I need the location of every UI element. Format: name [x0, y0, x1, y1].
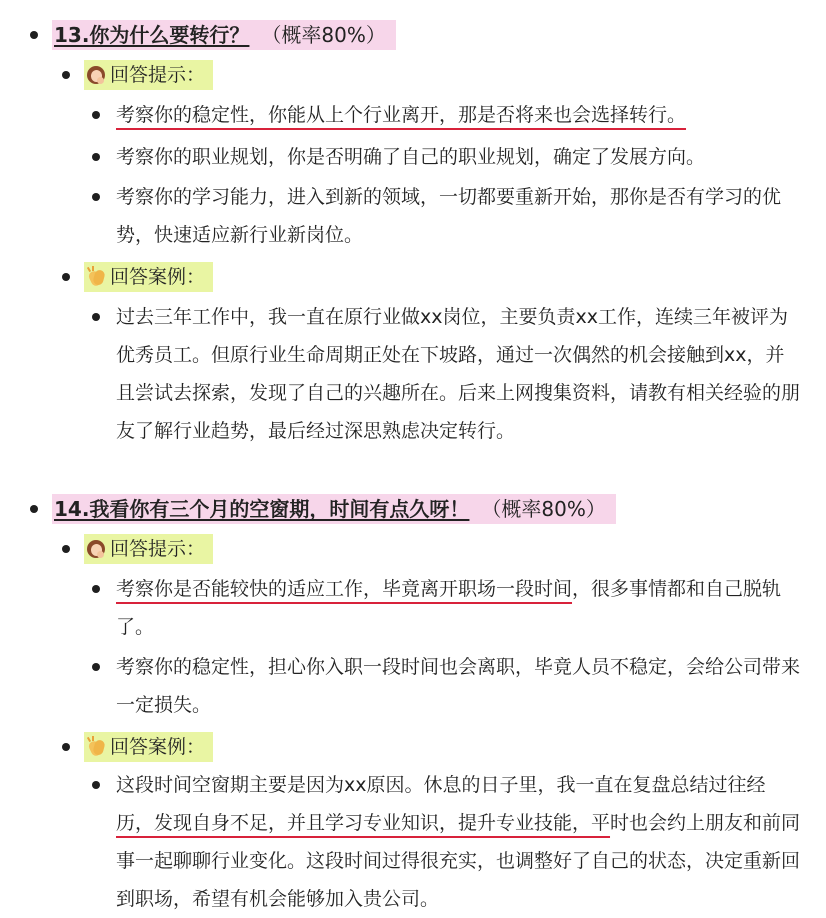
plain-text: 考察你的学习能力，进入到新的领域，一切都要重新开始，那你是否有学习的优势，快速适应新行业新岗位。 [116, 186, 782, 246]
question-title-bar [52, 494, 616, 524]
bullet-dot [92, 193, 100, 201]
list-item [92, 138, 802, 176]
hint-heading-14 [62, 534, 213, 564]
hint-heading-13 [62, 60, 213, 90]
list-item [92, 766, 802, 918]
probability-label: （概率80%） [261, 23, 386, 47]
example-label: 回答案例： [110, 266, 206, 288]
hint-label-bar [84, 60, 213, 90]
clapping-hands-icon [86, 737, 106, 757]
example-heading-14 [62, 732, 213, 762]
bullet-dot [62, 71, 70, 79]
plain-text: 这段时间空窗期主要是因为xx原因。休息的日子里，我一直在复盘总结过往经 [116, 774, 766, 796]
bullet-dot [30, 31, 38, 39]
bullet-dot [92, 111, 100, 119]
plain-text: 时也会约上朋友和前同事一起聊聊行业变化。这段时间过得很充实，也调整好了自己的状态，决定重新回到职场，希望有机会能够加入贵公司。 [116, 812, 801, 910]
bullet-dot [92, 781, 100, 789]
hint-text [116, 648, 802, 724]
bullet-dot [62, 545, 70, 553]
woman-tipping-hand-icon [86, 65, 106, 85]
highlighted-text: 历，发现自身不足，并且学习专业知识，提升专业技能，平 [116, 812, 611, 834]
bullet-dot [92, 153, 100, 161]
list-item [92, 570, 802, 646]
example-label: 回答案例： [110, 736, 206, 758]
bullet-dot [30, 505, 38, 513]
highlighted-text: 考察你的稳定性，你能从上个行业离开，那是否将来也会选择转行。 [116, 104, 687, 126]
example-label-bar [84, 732, 213, 762]
hint-label-bar [84, 534, 213, 564]
example-heading-13 [62, 262, 213, 292]
bullet-dot [92, 663, 100, 671]
list-item [92, 178, 802, 254]
hint-text [116, 96, 802, 134]
bullet-dot [92, 585, 100, 593]
plain-text: 考察你的稳定性，担心你入职一段时间也会离职，毕竟人员不稳定，会给公司带来一定损失。 [116, 656, 801, 716]
bullet-dot [92, 313, 100, 321]
question-13 [30, 20, 396, 50]
probability-label: （概率80%） [481, 497, 606, 521]
hint-text [116, 138, 802, 176]
question-title: 14.我看你有三个月的空窗期，时间有点久呀！ [54, 497, 470, 521]
list-item [92, 298, 802, 450]
plain-text: 考察你的职业规划，你是否明确了自己的职业规划，确定了发展方向。 [116, 146, 706, 168]
bullet-dot [62, 273, 70, 281]
hint-label: 回答提示： [110, 538, 206, 560]
highlighted-text: 考察你是否能较快的适应工作，毕竟离开职场一段时间 [116, 578, 573, 600]
woman-tipping-hand-icon [86, 539, 106, 559]
question-14 [30, 494, 616, 524]
hint-text [116, 570, 802, 646]
hint-text [116, 178, 802, 254]
example-label-bar [84, 262, 213, 292]
list-item [92, 96, 802, 134]
question-title-bar [52, 20, 396, 50]
example-text: 过去三年工作中，我一直在原行业做xx岗位，主要负责xx工作，连续三年被评为优秀员工。但原行业生命周期正处在下坡路，通过一次偶然的机会接触到xx，并且尝试去探索，发现了自己的兴趣所在。后来上网搜集资料，请教有相关经验的朋友了解行业趋势，最后经过深思熟虑决定转行。 [116, 306, 801, 442]
clapping-hands-icon [86, 267, 106, 287]
example-text [116, 766, 802, 918]
plain-text: ，很多事情都和自己脱轨了。 [116, 578, 782, 638]
question-title: 13.你为什么要转行？ [54, 23, 250, 47]
list-item [92, 648, 802, 724]
bullet-dot [62, 743, 70, 751]
hint-label: 回答提示： [110, 64, 206, 86]
